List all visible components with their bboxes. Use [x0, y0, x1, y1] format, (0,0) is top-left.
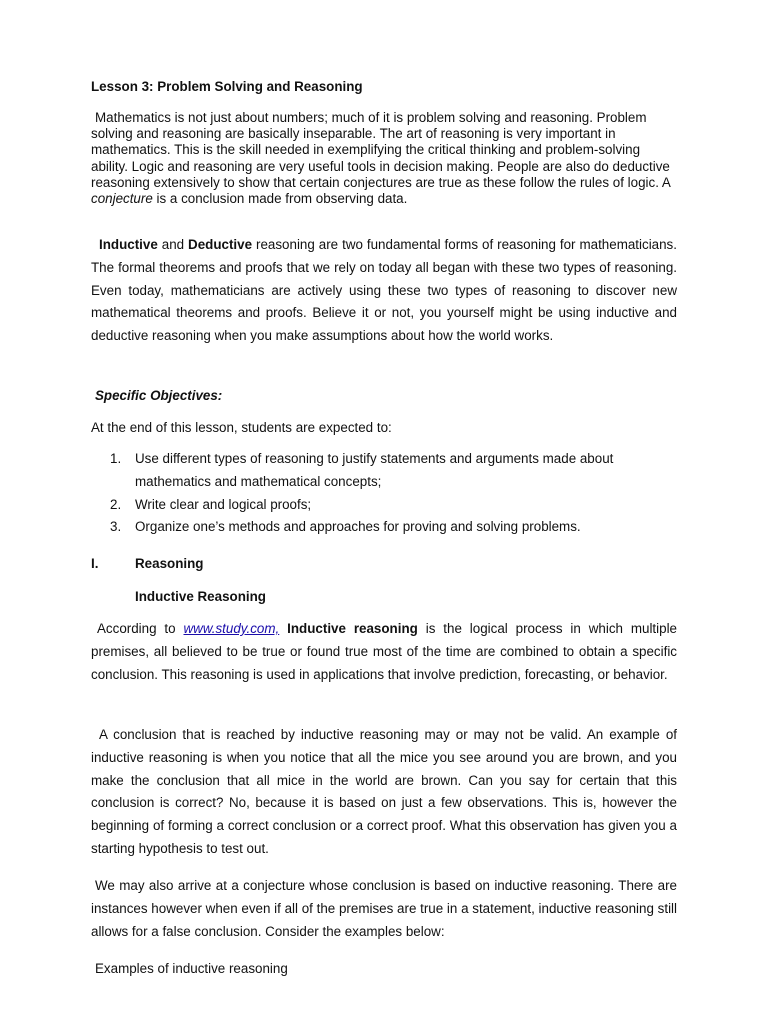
- inductive-definition-paragraph: [91, 618, 677, 686]
- inductive-term: Inductive: [99, 237, 158, 252]
- lesson-title: Lesson 3: Problem Solving and Reasoning: [91, 79, 363, 94]
- list-item-text: Use different types of reasoning to justify statements and arguments made about mathematics and mathematical concepts;: [135, 451, 614, 489]
- conjecture-paragraph: We may also arrive at a conjecture whose conclusion is based on inductive reasoning. There are instances however when even if all of the premises are true in a statement, inductive reasoning still allows for a false conclusion. Consider the examples below:: [91, 878, 677, 939]
- objectives-lead: At the end of this lesson, students are expected to:: [91, 420, 392, 435]
- and-text: and: [157, 237, 189, 252]
- section-title: Reasoning: [135, 556, 204, 571]
- list-item: [110, 494, 680, 517]
- section-numeral: I.: [91, 556, 99, 571]
- mice-example-paragraph: A conclusion that is reached by inductive reasoning may or may not be valid. An example of inductive reasoning is when you notice that all the mice you see around you are brown, and you make the conclusion that all mice in the world are brown. Can you say for certain that this conclusion is correct? No, because it is based on just a few observations. This is, however the beginning of forming a correct conclusion or a correct proof. What this observation has given you a starting hypothesis to test out.: [91, 727, 677, 856]
- list-item-number: 2.: [110, 496, 122, 512]
- intro-text-start: Mathematics is not just about numbers; much of it is problem solving and reasoning. Problem solving and reasoning are basically inseparable. The art of reasoning is very important in mathematics. This is the skill needed in exemplifying the critical thinking and problem-solving ability. Logic and reasoning are very useful tools in decision making. People are also do deductive reasoning extensively to show that certain conjectures are true as these follow the rules of logic. A: [91, 110, 671, 190]
- list-item-number: 1.: [110, 451, 122, 466]
- list-item: [110, 448, 680, 494]
- inductive-definition-text: is the logical process in which multiple premises, all believed to be true or found true most of the time are combined to obtain a specific conclusion. This reasoning is used in applications that involve prediction, forecasting, or behavior.: [91, 621, 677, 682]
- inductive-lead-text: According to: [97, 621, 184, 636]
- deductive-term: Deductive: [188, 237, 253, 252]
- list-item-text: Write clear and logical proofs;: [135, 496, 312, 512]
- objectives-heading: Specific Objectives:: [95, 388, 223, 403]
- reasoning-forms-paragraph: [91, 234, 677, 348]
- conjecture-term: conjecture: [91, 191, 153, 207]
- section-subtitle: Inductive Reasoning: [135, 589, 266, 604]
- list-item-number: 3.: [110, 519, 122, 535]
- list-item-text: Organize one’s methods and approaches for proving and solving problems.: [135, 519, 581, 535]
- examples-label: Examples of inductive reasoning: [95, 961, 288, 976]
- study-com-link[interactable]: www.study.com,: [183, 621, 280, 636]
- intro-text-end: is a conclusion made from observing data.: [152, 191, 408, 207]
- intro-paragraph: [91, 110, 677, 207]
- list-item: [110, 516, 680, 539]
- objectives-list: [110, 448, 680, 539]
- inductive-reasoning-term: Inductive reasoning: [287, 621, 418, 636]
- reasoning-forms-text: reasoning are two fundamental forms of reasoning for mathematicians. The formal theorems and proofs that we rely on today all began with these two types of reasoning. Even today, mathematicians are actively using these two types of reasoning to discover new mathematical theorems and proofs. Believe it or not, you yourself might be using inductive and deductive reasoning when you make assumptions about how the world works.: [91, 237, 677, 344]
